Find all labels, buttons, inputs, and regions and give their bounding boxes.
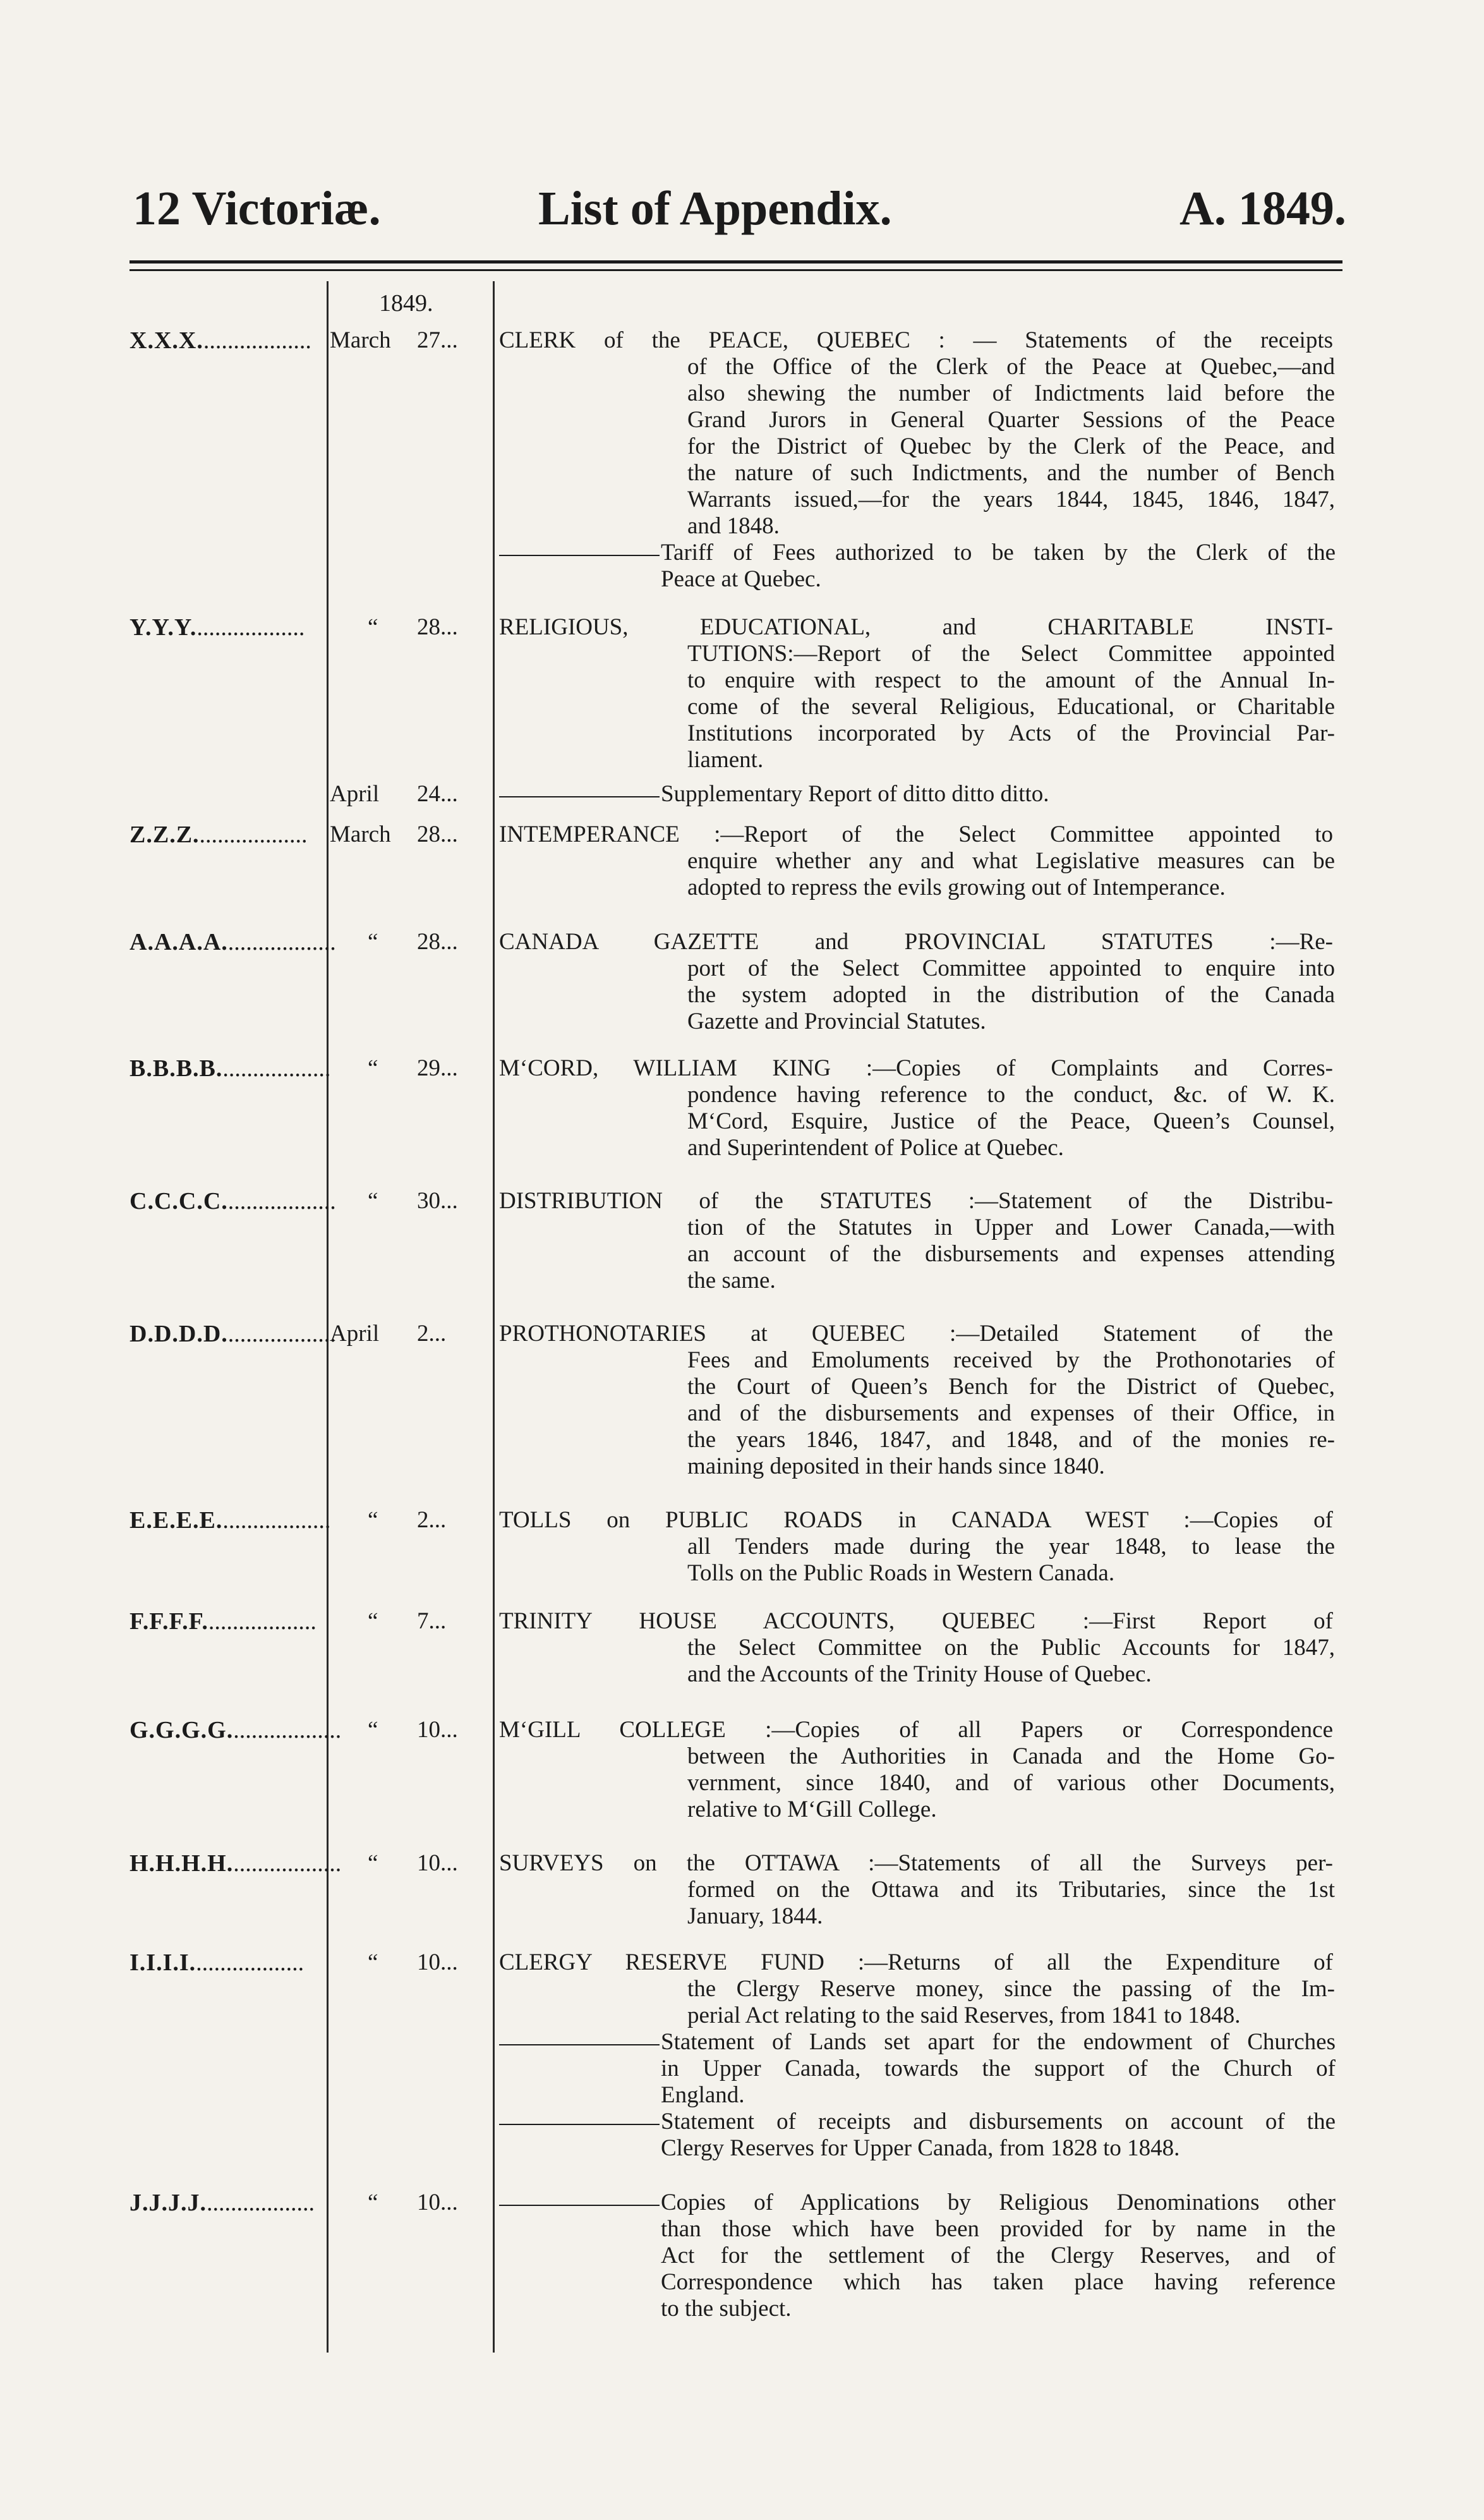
- header-rule-thin: [130, 269, 1342, 271]
- entry-day: 10...: [417, 2190, 458, 2215]
- body-line: TUTIONS:—Report of the Select Committee appointed: [687, 641, 1335, 667]
- ditto-mark: “: [368, 1608, 378, 1634]
- entry-day: 2...: [417, 1507, 447, 1533]
- leader-dots: ..................: [233, 1850, 342, 1877]
- entry-subitem: [661, 540, 1336, 593]
- appendix-code: [130, 1608, 322, 1635]
- body-line: pondence having reference to the conduct, &c. of W. K.: [687, 1082, 1335, 1108]
- sub-line: Statement of Lands set apart for the endowment of Churches: [661, 2029, 1336, 2055]
- appendix-code: [130, 1717, 342, 1743]
- entry-description: [687, 641, 1335, 773]
- body-line: for the District of Quebec by the Clerk of the Peace, and: [687, 433, 1335, 459]
- entry-subitem: [661, 2109, 1336, 2162]
- ditto-mark: “: [368, 1055, 378, 1081]
- body-line: Warrants issued,—for the years 1844, 1845, 1846, 1847,: [687, 487, 1335, 512]
- entry-day: 28...: [417, 929, 458, 955]
- body-line: Fees and Emoluments received by the Prothonotaries of: [687, 1347, 1335, 1373]
- body-line: and of the disbursements and expenses of their Office, in: [687, 1400, 1335, 1426]
- ditto-mark: “: [368, 1507, 378, 1533]
- body-line: all Tenders made during the year 1848, to lease the: [687, 1534, 1335, 1560]
- appendix-code-label: E.E.E.E.: [130, 1507, 223, 1534]
- body-line: and the Accounts of the Trinity House of Quebec.: [687, 1661, 1152, 1687]
- body-line: come of the several Religious, Educational, or Charitable: [687, 694, 1335, 720]
- entry-subitem: [661, 2190, 1336, 2322]
- entry-subitem: [661, 781, 1336, 808]
- ditto-mark: “: [368, 1188, 378, 1214]
- entry-month: March: [330, 327, 391, 353]
- appendix-code: [130, 821, 322, 848]
- appendix-code-label: Y.Y.Y.: [130, 614, 197, 641]
- leader-dots: ..................: [196, 1949, 305, 1976]
- entry-description: [687, 1743, 1335, 1823]
- entry-day: 29...: [417, 1055, 458, 1081]
- entry-day: 28...: [417, 821, 458, 847]
- appendix-code: [130, 2190, 322, 2216]
- entry-title: M‘GILL COLLEGE :—Copies of all Papers or Correspondence: [499, 1717, 1333, 1743]
- appendix-code: [130, 1188, 336, 1215]
- ditto-mark: “: [368, 1850, 378, 1876]
- entry-title: CLERGY RESERVE FUND :—Returns of all the Expenditure of: [499, 1949, 1333, 1975]
- appendix-code-label: H.H.H.H.: [130, 1850, 234, 1877]
- ditto-mark: “: [368, 1717, 378, 1743]
- entry-title: PROTHONOTARIES at QUEBEC :—Detailed Statement of the: [499, 1321, 1333, 1347]
- body-line: port of the Select Committee appointed to enquire into: [687, 955, 1335, 981]
- appendix-code-label: X.X.X.: [130, 327, 203, 354]
- entry-description: [687, 1082, 1335, 1161]
- body-line: the system adopted in the distribution of the Canada: [687, 982, 1335, 1008]
- entry-title: INTEMPERANCE :—Report of the Select Committee appointed to: [499, 821, 1333, 847]
- appendix-code: [130, 929, 336, 955]
- entry-title: DISTRIBUTION of the STATUTES :—Statement of the Distribu-: [499, 1188, 1333, 1214]
- body-line: Institutions incorporated by Acts of the Provincial Par-: [687, 720, 1335, 746]
- appendix-code: [130, 1507, 331, 1534]
- header-appendix-year: A. 1849.: [1179, 182, 1346, 235]
- body-line: the same.: [687, 1268, 776, 1293]
- sub-line: to the subject.: [661, 2296, 792, 2322]
- sub-line: Supplementary Report of ditto ditto ditto.: [661, 781, 1049, 807]
- sub-line: Statement of receipts and disbursements on account of the: [661, 2109, 1336, 2135]
- entry-description: [687, 1347, 1335, 1480]
- column-divider-title: [493, 281, 495, 2353]
- appendix-code-label: J.J.J.J.: [130, 2190, 207, 2216]
- entry-day: 7...: [417, 1608, 447, 1634]
- leader-dots: ..................: [222, 1507, 331, 1534]
- sub-line: England.: [661, 2082, 745, 2108]
- body-line: the Select Committee on the Public Accounts for 1847,: [687, 1635, 1335, 1661]
- leader-dots: ..................: [227, 929, 336, 955]
- entry-title: CLERK of the PEACE, QUEBEC : — Statements of the receipts: [499, 327, 1333, 353]
- appendix-code-label: F.F.F.F.: [130, 1608, 208, 1635]
- column-divider-date: [327, 281, 329, 2353]
- entry-day: 28...: [417, 614, 458, 640]
- dash-rule: [499, 796, 660, 797]
- ditto-mark: “: [368, 929, 378, 955]
- sub-line: Correspondence which has taken place having reference: [661, 2269, 1336, 2295]
- entry-day: 10...: [417, 1850, 458, 1876]
- year-heading: 1849.: [379, 290, 433, 317]
- body-line: adopted to repress the evils growing out of Intemperance.: [687, 875, 1226, 900]
- leader-dots: ..................: [203, 327, 311, 354]
- entry-description: [687, 1534, 1335, 1587]
- dash-rule: [499, 2044, 660, 2045]
- appendix-code: [130, 327, 322, 354]
- body-line: the Court of Queen’s Bench for the District of Quebec,: [687, 1374, 1335, 1400]
- leader-dots: ..................: [233, 1717, 342, 1743]
- header-rule-thick: [130, 260, 1342, 264]
- appendix-code: [130, 1321, 336, 1347]
- body-line: between the Authorities in Canada and the Home Go-: [687, 1743, 1335, 1769]
- ditto-mark: “: [368, 1949, 378, 1975]
- appendix-code-label: B.B.B.B.: [130, 1055, 223, 1082]
- body-line: liament.: [687, 747, 764, 773]
- body-line: Grand Jurors in General Quarter Sessions of the Peace: [687, 407, 1335, 433]
- entry-title: RELIGIOUS, EDUCATIONAL, and CHARITABLE INSTI-: [499, 614, 1333, 640]
- body-line: M‘Cord, Esquire, Justice of the Peace, Queen’s Counsel,: [687, 1108, 1335, 1134]
- entry-day: 24...: [417, 781, 458, 807]
- body-line: maining deposited in their hands since 1840.: [687, 1453, 1105, 1479]
- ditto-mark: “: [368, 2190, 378, 2215]
- entry-title: M‘CORD, WILLIAM KING :—Copies of Complaints and Corres-: [499, 1055, 1333, 1081]
- entry-month: April: [330, 1321, 380, 1347]
- entry-title: CANADA GAZETTE and PROVINCIAL STATUTES :—Re-: [499, 929, 1333, 955]
- body-line: also shewing the number of Indictments laid before the: [687, 380, 1335, 406]
- entry-description: [687, 1976, 1335, 2029]
- appendix-code-label: A.A.A.A.: [130, 929, 228, 955]
- entry-month: April: [330, 781, 380, 807]
- body-line: Tolls on the Public Roads in Western Canada.: [687, 1560, 1115, 1586]
- header-title: List of Appendix.: [538, 182, 892, 235]
- entry-day: 2...: [417, 1321, 447, 1347]
- entry-title: TOLLS on PUBLIC ROADS in CANADA WEST :—Copies of: [499, 1507, 1333, 1533]
- entry-day: 10...: [417, 1717, 458, 1743]
- entry-day: 30...: [417, 1188, 458, 1214]
- body-line: relative to M‘Gill College.: [687, 1796, 937, 1822]
- body-line: tion of the Statutes in Upper and Lower Canada,—with: [687, 1215, 1335, 1240]
- sub-line: in Upper Canada, towards the support of the Church of: [661, 2056, 1336, 2081]
- dash-rule: [499, 555, 660, 556]
- body-line: to enquire with respect to the amount of the Annual In-: [687, 667, 1335, 693]
- sub-line: Peace at Quebec.: [661, 566, 821, 592]
- sub-line: Copies of Applications by Religious Denominations other: [661, 2190, 1336, 2215]
- appendix-code-label: Z.Z.Z.: [130, 821, 200, 848]
- body-line: and Superintendent of Police at Quebec.: [687, 1135, 1064, 1161]
- entry-day: 27...: [417, 327, 458, 353]
- entry-title: SURVEYS on the OTTAWA :—Statements of all the Surveys per-: [499, 1850, 1333, 1876]
- leader-dots: ..................: [199, 821, 308, 848]
- appendix-code-label: G.G.G.G.: [130, 1717, 234, 1743]
- dash-rule: [499, 2124, 660, 2125]
- ditto-mark: “: [368, 614, 378, 640]
- entry-description: [687, 354, 1335, 540]
- appendix-code-label: I.I.I.I.: [130, 1949, 196, 1976]
- leader-dots: ..................: [227, 1188, 336, 1215]
- leader-dots: ..................: [208, 1608, 317, 1635]
- appendix-code: [130, 1850, 342, 1877]
- body-line: and 1848.: [687, 513, 780, 539]
- sub-line: Act for the settlement of the Clergy Reserves, and of: [661, 2243, 1336, 2269]
- appendix-code: [130, 614, 322, 641]
- leader-dots: ..................: [207, 2190, 315, 2216]
- leader-dots: ..................: [196, 614, 305, 641]
- appendix-code-label: D.D.D.D.: [130, 1321, 228, 1347]
- sub-line: than those which have been provided for by name in the: [661, 2216, 1336, 2242]
- body-line: of the Office of the Clerk of the Peace at Quebec,—and: [687, 354, 1335, 380]
- sub-line: Tariff of Fees authorized to be taken by the Clerk of the: [661, 540, 1336, 566]
- body-line: January, 1844.: [687, 1903, 823, 1929]
- appendix-code: [130, 1055, 331, 1082]
- body-line: the years 1846, 1847, and 1848, and of the monies re-: [687, 1427, 1335, 1453]
- body-line: formed on the Ottawa and its Tributaries, since the 1st: [687, 1877, 1335, 1903]
- header-session: 12 Victoriæ.: [133, 182, 381, 235]
- entry-subitem: [661, 2029, 1336, 2109]
- entry-description: [687, 1877, 1335, 1930]
- entry-title: TRINITY HOUSE ACCOUNTS, QUEBEC :—First Report of: [499, 1608, 1333, 1634]
- entry-description: [687, 1215, 1335, 1294]
- entry-day: 10...: [417, 1949, 458, 1975]
- body-line: enquire whether any and what Legislative measures can be: [687, 848, 1335, 874]
- entry-month: March: [330, 821, 391, 847]
- leader-dots: ..................: [227, 1321, 336, 1347]
- body-line: vernment, since 1840, and of various other Documents,: [687, 1770, 1335, 1796]
- body-line: the nature of such Indictments, and the number of Bench: [687, 460, 1335, 486]
- entry-description: [687, 955, 1335, 1035]
- leader-dots: ..................: [222, 1055, 331, 1082]
- entry-description: [687, 848, 1335, 901]
- body-line: an account of the disbursements and expenses attending: [687, 1241, 1335, 1267]
- dash-rule: [499, 2205, 660, 2206]
- appendix-code: [130, 1949, 322, 1976]
- body-line: perial Act relating to the said Reserves, from 1841 to 1848.: [687, 2002, 1241, 2028]
- body-line: Gazette and Provincial Statutes.: [687, 1009, 986, 1034]
- sub-line: Clergy Reserves for Upper Canada, from 1828 to 1848.: [661, 2135, 1180, 2161]
- appendix-code-label: C.C.C.C.: [130, 1188, 228, 1215]
- entry-description: [687, 1635, 1335, 1688]
- body-line: the Clergy Reserve money, since the passing of the Im-: [687, 1976, 1335, 2002]
